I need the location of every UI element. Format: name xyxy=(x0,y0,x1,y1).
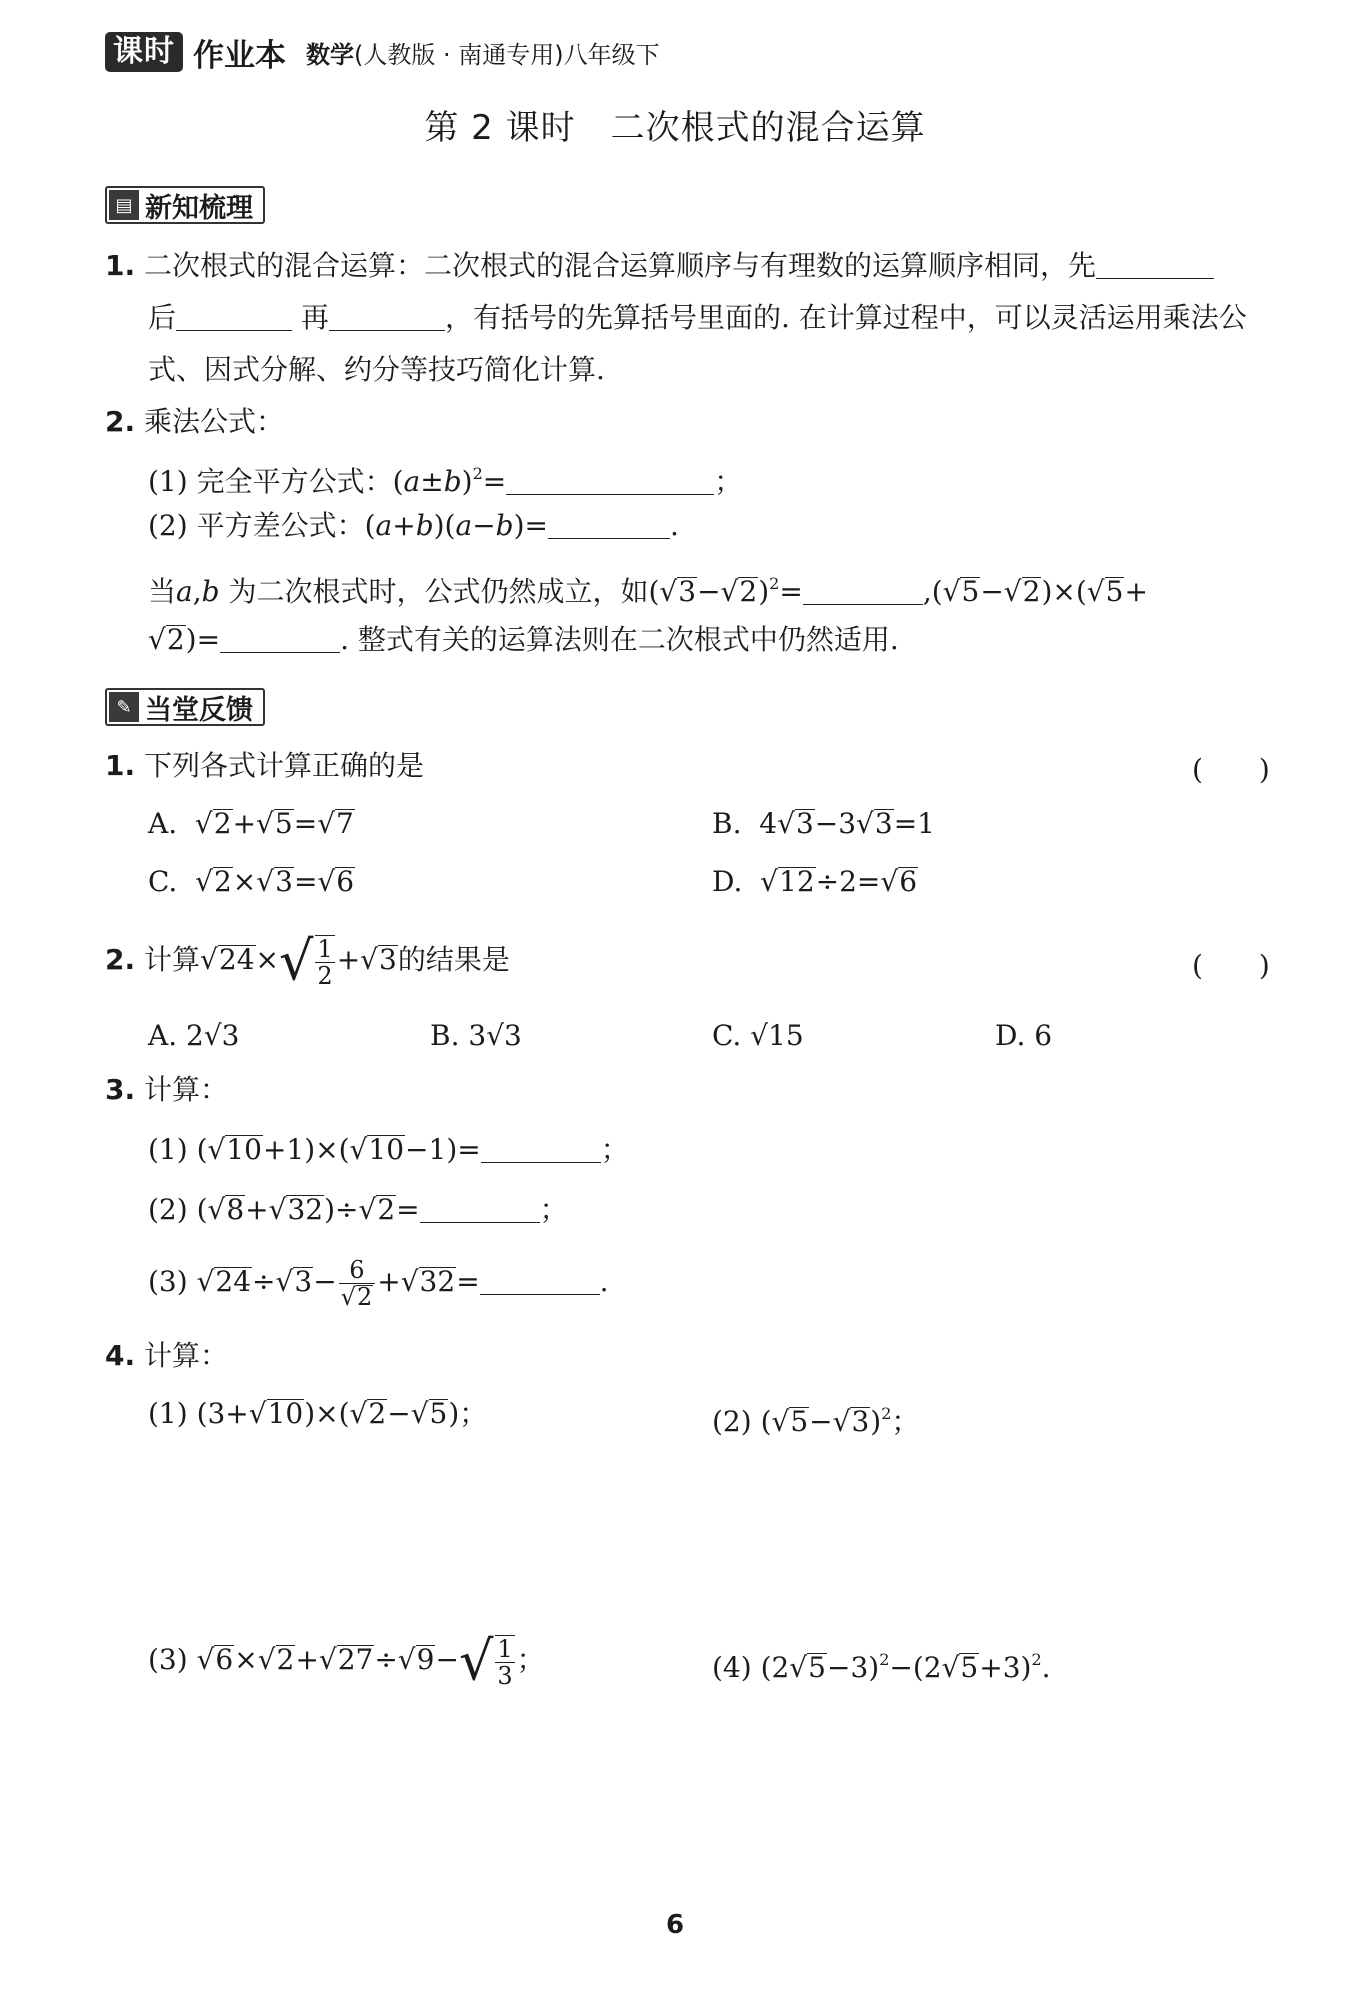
answer-blank[interactable] xyxy=(803,576,923,605)
q4-part2: (2) $(√5-√3)^2$； xyxy=(712,1404,920,1438)
header xyxy=(105,30,660,74)
knowledge-q2-note: 当a,b 为二次根式时，公式仍然成立，如$(√3-√2)^2= ,(√5-√2)\times(√5+$ xyxy=(148,574,1148,608)
subject-info: 数学(人教版 · 南通专用)八年级下 xyxy=(306,40,660,69)
q4-part4: (4) $(2√5-3)^2-(2√5+3)^2$. xyxy=(712,1650,1051,1684)
answer-blank[interactable] xyxy=(420,1194,540,1223)
answer-blank[interactable] xyxy=(329,302,445,331)
q1-option-b[interactable]: B. 4√3−3√3=1 xyxy=(712,807,935,840)
q4-part1: (1) (3+√10)×(√2−√5)； xyxy=(148,1397,488,1430)
lesson-title: 第 2 课时 二次根式的混合运算 xyxy=(424,108,926,148)
knowledge-q2-note-cont: √2)= . 整式有关的运算法则在二次根式中仍然适用. xyxy=(148,623,899,656)
answer-paren[interactable]: ( ) xyxy=(1192,949,1270,982)
book-icon: ▤ xyxy=(109,190,139,220)
q1-option-d[interactable]: D. √12÷2=√6 xyxy=(712,865,918,898)
section-tag-feedback: ✎ 当堂反馈 xyxy=(105,688,265,726)
q2-option-c[interactable]: C. √15 xyxy=(712,1019,804,1052)
q1-option-c[interactable]: C. √2×√3=√6 xyxy=(148,865,355,898)
knowledge-q1-line2: 后 再 ，有括号的先算括号里面的. 在计算过程中，可以灵活运用乘法公 xyxy=(148,301,1247,334)
q2-option-b[interactable]: B. 3√3 xyxy=(430,1019,522,1052)
q3-part3: (3) √24÷√3− $\frac{6}{√2}$ +√32= . xyxy=(148,1256,609,1311)
knowledge-q2-2: (2) 平方差公式：(a+b)(a−b)= . xyxy=(148,509,679,542)
knowledge-q1-line1: 1. 二次根式的混合运算：二次根式的混合运算顺序与有理数的运算顺序相同，先 xyxy=(105,248,1214,284)
section-tag-new-knowledge: ▤ 新知梳理 xyxy=(105,186,265,224)
knowledge-q2-title: 2. 乘法公式： xyxy=(105,405,285,438)
q3-part1: (1) (√10+1)×(√10−1)= ； xyxy=(148,1133,629,1166)
answer-blank[interactable] xyxy=(548,510,670,539)
answer-blank[interactable] xyxy=(1096,250,1214,279)
knowledge-q2-1: (1) 完全平方公式：$(a\pm b)^2=$ ； xyxy=(148,464,743,498)
page-number: 6 xyxy=(665,1910,685,1940)
answer-paren[interactable]: ( ) xyxy=(1192,753,1270,786)
answer-blank[interactable] xyxy=(176,302,292,331)
feedback-q1: 1. 下列各式计算正确的是 xyxy=(105,749,425,782)
q1-option-a[interactable]: A. √2+√5=√7 xyxy=(148,807,354,840)
answer-blank[interactable] xyxy=(506,466,714,495)
q3-part2: (2) (√8+√32)÷√2= ； xyxy=(148,1193,568,1226)
answer-blank[interactable] xyxy=(220,624,340,653)
answer-blank[interactable] xyxy=(481,1134,601,1163)
q2-option-d[interactable]: D. 6 xyxy=(995,1019,1053,1052)
answer-blank[interactable] xyxy=(480,1266,600,1295)
publisher-logo: 课时 xyxy=(105,32,183,72)
pencil-icon: ✎ xyxy=(109,692,139,722)
series-name: 作业本 xyxy=(193,37,286,74)
q4-part3: (3) √6×√2+√27÷√9−√ $\frac{1}{3}$ ； xyxy=(148,1629,545,1693)
knowledge-q1-line3: 式、因式分解、约分等技巧简化计算. xyxy=(148,353,605,386)
feedback-q2: 2. 计算√24×√ $\frac{1}{2}$ +√3的结果是 xyxy=(105,929,510,993)
q2-option-a[interactable]: A. 2√3 xyxy=(148,1019,240,1052)
feedback-q4: 4. 计算： xyxy=(105,1339,229,1372)
feedback-q3: 3. 计算： xyxy=(105,1073,229,1106)
